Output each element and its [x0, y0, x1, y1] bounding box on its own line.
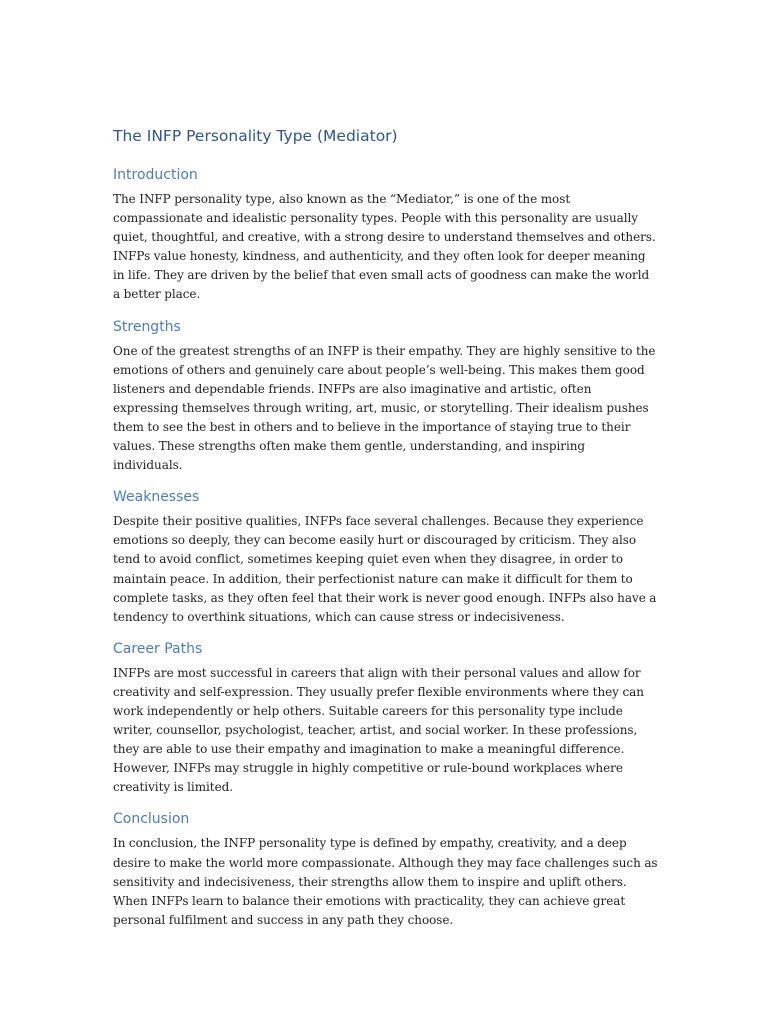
section-introduction — [113, 164, 658, 305]
section-body-weaknesses: Despite their positive qualities, INFPs face several challenges. Because they experience emotions so deeply, they can become easily hurt or discouraged by criticism. They also tend to avoid conflict, sometimes keeping quiet even when they disagree, in order to maintain peace. In addition, their perfectionist nature can make it difficult for them to complete tasks, as they often feel that their work is never good enough. INFPs also have a tendency to overthink situations, which can cause stress or indecisiveness. — [113, 514, 657, 624]
section-heading-weaknesses: Weaknesses — [113, 489, 200, 506]
section-heading-conclusion: Conclusion — [113, 811, 190, 828]
document-content — [113, 124, 658, 941]
section-heading-strengths: Strengths — [113, 318, 181, 335]
section-career-paths — [113, 638, 658, 798]
section-heading-introduction: Introduction — [113, 167, 198, 183]
section-heading-career-paths: Career Paths — [113, 640, 203, 657]
section-body-career-paths: INFPs are most successful in careers that align with their personal values and allow for creativity and self-expression. They usually prefer flexible environments where they can work independently or help others. Suitable careers for this personality type include writer, counsellor, psychologist, teacher, artist, and social worker. In these professions, they are able to use their empathy and imagination to make a meaningful difference. However, INFPs may struggle in highly competitive or rule-bound workplaces where creativity is limited. — [113, 665, 644, 795]
section-strengths — [113, 316, 658, 476]
section-body-introduction: The INFP personality type, also known as the “Mediator,” is one of the most compassionate and idealistic personality types. People with this personality are usually quiet, thoughtful, and creative, with a strong desire to understand themselves and others. INFPs value honesty, kindness, and authenticity, and they often look for deeper meaning in life. They are driven by the belief that even small acts of goodness can make the world a better place. — [113, 192, 656, 302]
section-body-conclusion: In conclusion, the INFP personality type is defined by empathy, creativity, and a deep desire to make the world more compassionate. Although they may face challenges such as sensitivity and indecisiveness, their strengths allow them to inspire and uplift others. When INFPs learn to balance their emotions with practicality, they can achieve great personal fulfilment and success in any path they choose. — [113, 836, 658, 927]
document-title: The INFP Personality Type (Mediator) — [113, 127, 398, 145]
section-conclusion — [113, 808, 658, 929]
section-body-strengths: One of the greatest strengths of an INFP is their empathy. They are highly sensitive to the emotions of others and genuinely care about people’s well-being. This makes them good listeners and dependable friends. INFPs are also imaginative and artistic, often expressing themselves through writing, art, music, or storytelling. Their idealism pushes them to see the best in others and to believe in the importance of staying true to their values. These strengths often make them gentle, understanding, and inspiring individuals. — [113, 343, 656, 473]
section-weaknesses — [113, 486, 658, 627]
